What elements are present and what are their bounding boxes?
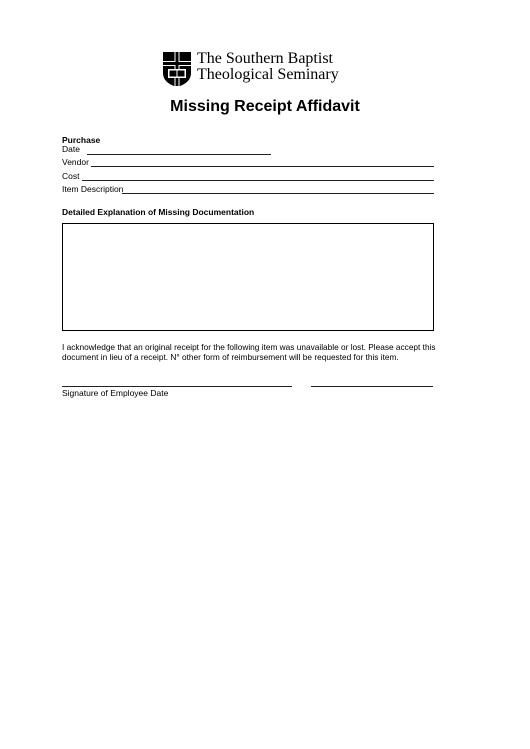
signature-date-field[interactable] (311, 386, 433, 387)
cost-label: Cost (62, 171, 80, 181)
shield-cross-logo-icon (162, 51, 192, 88)
purchase-heading: Purchase (62, 135, 101, 145)
cost-field[interactable] (82, 180, 434, 181)
vendor-field[interactable] (91, 166, 434, 167)
org-name-line1: The Southern Baptist (197, 50, 333, 67)
explanation-heading: Detailed Explanation of Missing Documentation (62, 207, 255, 217)
date-label: Date (62, 144, 80, 154)
item-description-field[interactable] (122, 193, 434, 194)
signature-field[interactable] (62, 386, 292, 387)
page-title: Missing Receipt Affidavit (170, 98, 360, 115)
vendor-label: Vendor (62, 157, 89, 167)
acknowledgement-text: I acknowledge that an original receipt for the following item was unavailable or lost. Please accept this document in lieu of a receipt. N° other form of reimbursement will be requested for this item. (62, 342, 436, 362)
item-description-label: Item Description (62, 184, 124, 194)
date-field[interactable] (87, 154, 271, 155)
explanation-textarea[interactable] (62, 223, 434, 331)
signature-label: Signature of Employee Date (62, 388, 169, 398)
org-name-line2: Theological Seminary (197, 66, 339, 83)
